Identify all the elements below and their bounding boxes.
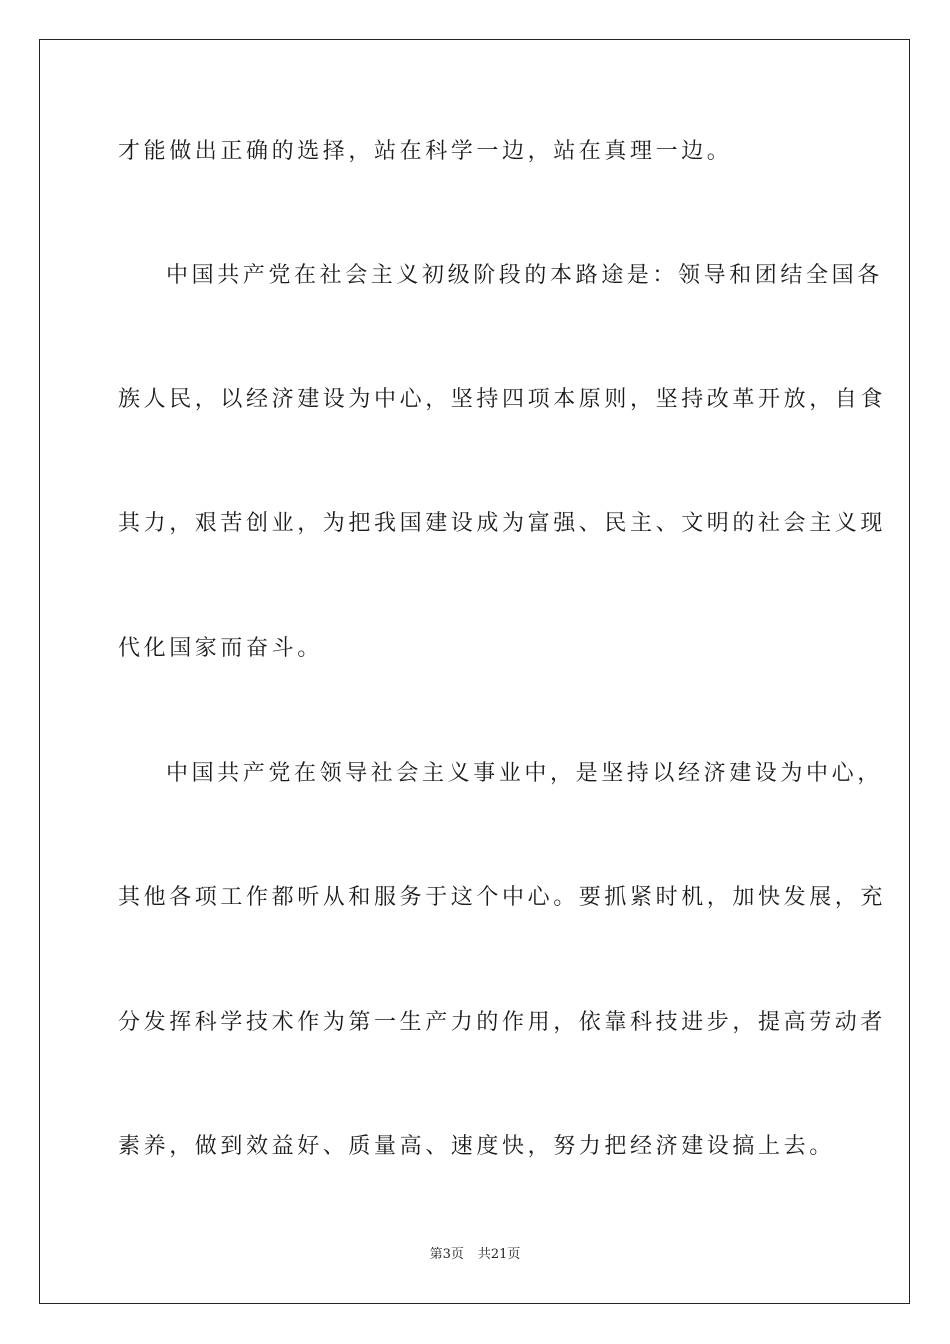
paragraph-line-5: 代化国家而奋斗。 — [118, 636, 323, 661]
paragraph-line-2: 中国共产党在社会主义初级阶段的本路途是：领导和团结全国各 — [166, 263, 883, 288]
paragraph-line-1: 才能做出正确的选择，站在科学一边，站在真理一边。 — [118, 139, 733, 164]
paragraph-line-6: 中国共产党在领导社会主义事业中，是坚持以经济建设为中心， — [166, 761, 883, 786]
page-footer — [0, 1246, 950, 1264]
paragraph-line-4: 其力，艰苦创业，为把我国建设成为富强、民主、文明的社会主义现 — [118, 511, 887, 536]
paragraph-line-3: 族人民，以经济建设为中心，坚持四项本原则，坚持改革开放，自食 — [118, 387, 887, 412]
page-total: 共21页 — [477, 1247, 521, 1262]
paragraph-line-8: 分发挥科学技术作为第一生产力的作用，依靠科技进步，提高劳动者 — [118, 1010, 887, 1035]
page-number: 第3页 — [429, 1247, 464, 1262]
page-border — [39, 39, 910, 1304]
paragraph-line-7: 其他各项工作都听从和服务于这个中心。要抓紧时机，加快发展，充 — [118, 885, 887, 910]
paragraph-line-9: 素养，做到效益好、质量高、速度快，努力把经济建设搞上去。 — [118, 1134, 835, 1159]
